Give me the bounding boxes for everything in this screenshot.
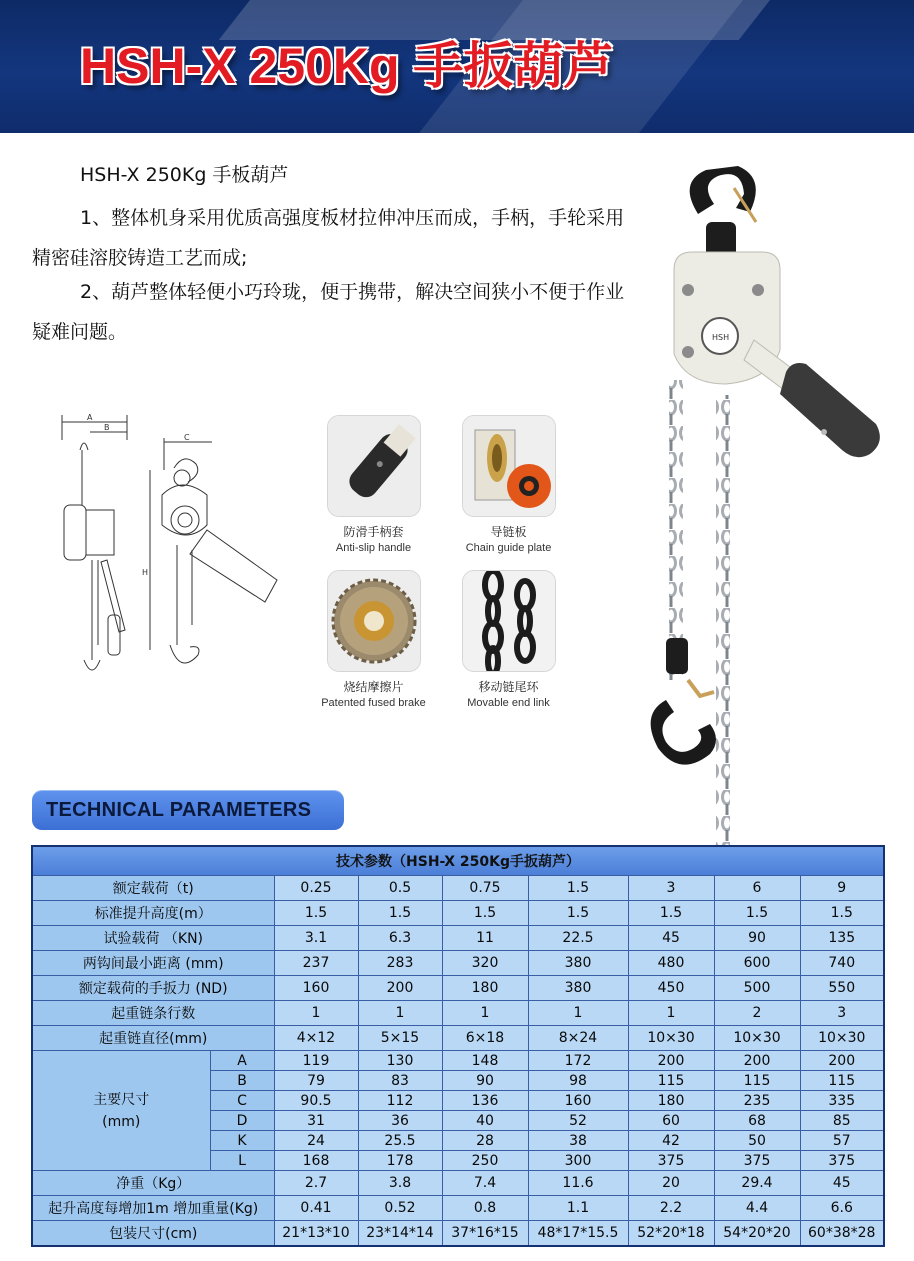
table-cell: 250 xyxy=(442,1151,528,1171)
dimension-key: D xyxy=(210,1111,274,1131)
table-cell: 60 xyxy=(628,1111,714,1131)
table-row xyxy=(32,926,884,951)
row-label: 起升高度每增加1m 增加重量(Kg) xyxy=(32,1196,274,1221)
dimension-key: C xyxy=(210,1091,274,1111)
table-cell: 6.6 xyxy=(800,1196,884,1221)
table-cell: 160 xyxy=(528,1091,628,1111)
row-label: 两钩间最小距离 (mm) xyxy=(32,951,274,976)
table-cell: 3.1 xyxy=(274,926,358,951)
table-cell: 9 xyxy=(800,876,884,901)
row-label: 包装尺寸(cm) xyxy=(32,1221,274,1247)
table-cell: 52 xyxy=(528,1111,628,1131)
table-cell: 36 xyxy=(358,1111,442,1131)
table-row xyxy=(32,1221,884,1247)
table-cell: 168 xyxy=(274,1151,358,1171)
table-cell: 1.5 xyxy=(442,901,528,926)
table-cell: 24 xyxy=(274,1131,358,1151)
row-label: 净重（Kg） xyxy=(32,1171,274,1196)
table-cell: 320 xyxy=(442,951,528,976)
table-cell: 0.8 xyxy=(442,1196,528,1221)
feature-chain-guide-plate xyxy=(441,415,576,554)
table-cell: 237 xyxy=(274,951,358,976)
product-subtitle: HSH-X 250Kg 手板葫芦 xyxy=(80,164,289,186)
table-cell: 29.4 xyxy=(714,1171,800,1196)
table-cell: 42 xyxy=(628,1131,714,1151)
dimension-key: A xyxy=(210,1051,274,1071)
feature-anti-slip-handle xyxy=(306,415,441,554)
table-cell: 1 xyxy=(628,1001,714,1026)
table-cell: 380 xyxy=(528,976,628,1001)
table-cell: 28 xyxy=(442,1131,528,1151)
table-cell: 79 xyxy=(274,1071,358,1091)
table-cell: 45 xyxy=(800,1171,884,1196)
table-cell: 200 xyxy=(358,976,442,1001)
section-label: TECHNICAL PARAMETERS xyxy=(46,799,312,821)
table-cell: 115 xyxy=(628,1071,714,1091)
row-label: 额定载荷的手扳力 (ND) xyxy=(32,976,274,1001)
table-cell: 60*38*28 xyxy=(800,1221,884,1247)
table-cell: 300 xyxy=(528,1151,628,1171)
table-cell: 83 xyxy=(358,1071,442,1091)
table-cell: 3 xyxy=(800,1001,884,1026)
dimensions-group-label xyxy=(32,1051,210,1171)
table-cell: 740 xyxy=(800,951,884,976)
table-cell: 375 xyxy=(628,1151,714,1171)
table-cell: 23*14*14 xyxy=(358,1221,442,1247)
feature-label-en: Anti-slip handle xyxy=(335,542,412,554)
table-cell: 25.5 xyxy=(358,1131,442,1151)
table-cell: 45 xyxy=(628,926,714,951)
table-cell: 50 xyxy=(714,1131,800,1151)
table-cell: 6.3 xyxy=(358,926,442,951)
dimensions-label: 主要尺寸 xyxy=(93,1091,150,1108)
table-cell: 148 xyxy=(442,1051,528,1071)
table-cell: 98 xyxy=(528,1071,628,1091)
table-title: 技术参数（HSH-X 250Kg手扳葫芦） xyxy=(32,846,884,876)
table-cell: 0.25 xyxy=(274,876,358,901)
table-cell: 10×30 xyxy=(628,1026,714,1051)
table-row xyxy=(32,1051,884,1071)
table-cell: 85 xyxy=(800,1111,884,1131)
table-cell: 380 xyxy=(528,951,628,976)
technical-parameters-heading xyxy=(32,790,344,830)
row-label: 起重链直径(mm) xyxy=(32,1026,274,1051)
feature-paragraph-1: 1、整体机身采用优质高强度板材拉伸冲压而成，手柄，手轮采用精密硅溶胶铸造工艺而成; xyxy=(32,207,625,269)
table-row xyxy=(32,1196,884,1221)
table-cell: 90.5 xyxy=(274,1091,358,1111)
feature-label-cn: 导链板 xyxy=(490,525,527,539)
table-row xyxy=(32,1026,884,1051)
table-cell: 48*17*15.5 xyxy=(528,1221,628,1247)
table-cell: 6×18 xyxy=(442,1026,528,1051)
table-cell: 1.5 xyxy=(800,901,884,926)
table-cell: 112 xyxy=(358,1091,442,1111)
table-cell: 4.4 xyxy=(714,1196,800,1221)
dimension-key: L xyxy=(210,1151,274,1171)
chain-guide-icon xyxy=(462,415,556,517)
table-cell: 1.5 xyxy=(528,876,628,901)
table-cell: 0.75 xyxy=(442,876,528,901)
brake-disc-icon xyxy=(327,570,421,672)
table-cell: 375 xyxy=(714,1151,800,1171)
handle-icon xyxy=(327,415,421,517)
table-cell: 21*13*10 xyxy=(274,1221,358,1247)
table-cell: 180 xyxy=(628,1091,714,1111)
technical-parameters-table xyxy=(31,845,883,1247)
feature-movable-end-link xyxy=(441,570,576,709)
dimensions-unit: (mm) xyxy=(102,1113,141,1130)
table-cell: 480 xyxy=(628,951,714,976)
table-cell: 1 xyxy=(442,1001,528,1026)
dimension-diagram xyxy=(52,410,302,695)
table-row xyxy=(32,876,884,901)
table-cell: 200 xyxy=(800,1051,884,1071)
table-cell: 1 xyxy=(274,1001,358,1026)
table-cell: 600 xyxy=(714,951,800,976)
table-cell: 235 xyxy=(714,1091,800,1111)
table-cell: 1.5 xyxy=(358,901,442,926)
table-row xyxy=(32,976,884,1001)
table-cell: 22.5 xyxy=(528,926,628,951)
table-cell: 10×30 xyxy=(800,1026,884,1051)
table-cell: 180 xyxy=(442,976,528,1001)
svg-text:C: C xyxy=(184,433,190,442)
svg-text:B: B xyxy=(104,423,110,432)
dimension-key: B xyxy=(210,1071,274,1091)
feature-paragraph-2: 2、葫芦整体轻便小巧玲珑，便于携带，解决空间狭小不便于作业疑难问题。 xyxy=(32,281,625,343)
table-cell: 0.5 xyxy=(358,876,442,901)
lever-hoist-image xyxy=(636,140,896,845)
table-cell: 57 xyxy=(800,1131,884,1151)
table-row xyxy=(32,951,884,976)
table-cell: 335 xyxy=(800,1091,884,1111)
row-label: 起重链条行数 xyxy=(32,1001,274,1026)
table-cell: 31 xyxy=(274,1111,358,1131)
table-cell: 1.5 xyxy=(528,901,628,926)
feature-label-cn: 烧结摩擦片 xyxy=(343,680,404,694)
table-cell: 1.5 xyxy=(274,901,358,926)
table-cell: 115 xyxy=(800,1071,884,1091)
table-cell: 1 xyxy=(358,1001,442,1026)
table-cell: 8×24 xyxy=(528,1026,628,1051)
svg-text:H: H xyxy=(142,568,149,577)
svg-text:A: A xyxy=(87,413,93,422)
table-cell: 54*20*20 xyxy=(714,1221,800,1247)
table-cell: 1.1 xyxy=(528,1196,628,1221)
row-label: 标准提升高度(m） xyxy=(32,901,274,926)
table-cell: 90 xyxy=(714,926,800,951)
table-cell: 130 xyxy=(358,1051,442,1071)
table-cell: 2 xyxy=(714,1001,800,1026)
table-cell: 160 xyxy=(274,976,358,1001)
table-cell: 90 xyxy=(442,1071,528,1091)
page-title: HSH-X 250Kg 手扳葫芦 xyxy=(80,38,614,94)
table-cell: 68 xyxy=(714,1111,800,1131)
table-cell: 2.2 xyxy=(628,1196,714,1221)
table-cell: 1.5 xyxy=(628,901,714,926)
table-cell: 3.8 xyxy=(358,1171,442,1196)
table-cell: 0.52 xyxy=(358,1196,442,1221)
table-cell: 136 xyxy=(442,1091,528,1111)
table-cell: 450 xyxy=(628,976,714,1001)
table-cell: 5×15 xyxy=(358,1026,442,1051)
table-cell: 283 xyxy=(358,951,442,976)
table-cell: 11 xyxy=(442,926,528,951)
table-cell: 172 xyxy=(528,1051,628,1071)
chain-link-icon xyxy=(462,570,556,672)
feature-label-cn: 防滑手柄套 xyxy=(343,525,404,539)
table-cell: 20 xyxy=(628,1171,714,1196)
table-cell: 550 xyxy=(800,976,884,1001)
table-cell: 10×30 xyxy=(714,1026,800,1051)
table-cell: 200 xyxy=(714,1051,800,1071)
table-cell: 4×12 xyxy=(274,1026,358,1051)
table-cell: 0.41 xyxy=(274,1196,358,1221)
dimension-key: K xyxy=(210,1131,274,1151)
table-cell: 1 xyxy=(528,1001,628,1026)
table-cell: 38 xyxy=(528,1131,628,1151)
table-cell: 40 xyxy=(442,1111,528,1131)
table-title-row xyxy=(32,846,884,876)
table-cell: 6 xyxy=(714,876,800,901)
table-cell: 7.4 xyxy=(442,1171,528,1196)
table-row xyxy=(32,1001,884,1026)
table-cell: 37*16*15 xyxy=(442,1221,528,1247)
table-cell: 1.5 xyxy=(714,901,800,926)
table-cell: 135 xyxy=(800,926,884,951)
table-cell: 115 xyxy=(714,1071,800,1091)
table-row xyxy=(32,1171,884,1196)
table-cell: 178 xyxy=(358,1151,442,1171)
feature-label-en: Patented fused brake xyxy=(321,697,426,709)
header-banner xyxy=(0,0,914,133)
feature-fused-brake xyxy=(306,570,441,709)
table-cell: 2.7 xyxy=(274,1171,358,1196)
row-label: 额定载荷（t) xyxy=(32,876,274,901)
table-cell: 52*20*18 xyxy=(628,1221,714,1247)
table-row xyxy=(32,901,884,926)
table-cell: 500 xyxy=(714,976,800,1001)
feature-label-en: Movable end link xyxy=(467,697,550,709)
row-label: 试验载荷 （KN) xyxy=(32,926,274,951)
feature-label-cn: 移动链尾环 xyxy=(478,680,539,694)
table-cell: 3 xyxy=(628,876,714,901)
table-cell: 375 xyxy=(800,1151,884,1171)
svg-text:HSH: HSH xyxy=(712,333,730,342)
table-cell: 119 xyxy=(274,1051,358,1071)
feature-label-en: Chain guide plate xyxy=(465,542,552,554)
table-cell: 200 xyxy=(628,1051,714,1071)
table-cell: 11.6 xyxy=(528,1171,628,1196)
